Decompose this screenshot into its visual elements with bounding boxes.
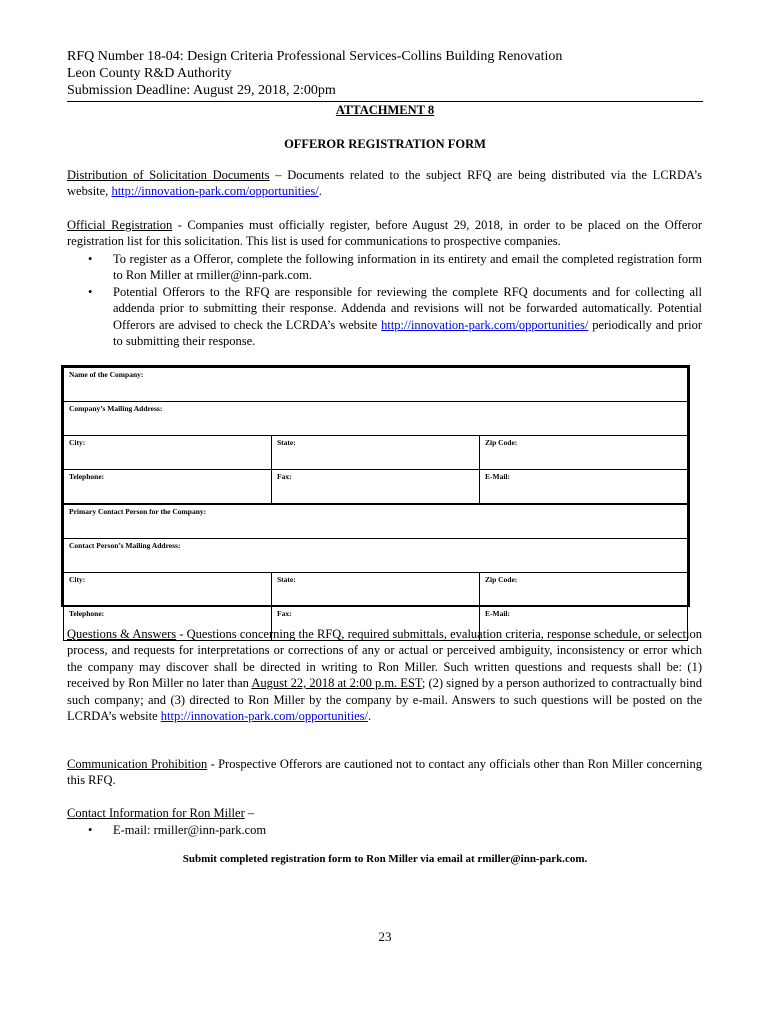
attachment-title: ATTACHMENT 8 [335, 103, 435, 117]
contact-city-field[interactable]: City: [64, 573, 272, 607]
contact-state-field[interactable]: State: [272, 573, 480, 607]
contact-fax-field[interactable]: Fax: [272, 607, 480, 641]
contact-email-item: E-mail: rmiller@inn-park.com [113, 823, 267, 837]
contact-telephone-field[interactable]: Telephone: [64, 607, 272, 641]
registration-text: - Companies must officially register, before August 29, 2018, in order to be placed on the Offeror registration list for this solicitation. This list is used for communications to prospective companies. [67, 218, 702, 249]
questions-heading: Questions & Answers [67, 627, 177, 641]
header-org-line: Leon County R&D Authority [67, 66, 232, 81]
company-fax-field[interactable]: Fax: [272, 470, 480, 505]
questions-text-1: - Questions concerning the RFQ, required submittals, evaluation criteria, response schedule, or selection process, and requests for interpretations or corrections of any or actual or perceived ambiguity, inconsistency or error which the company may discover shall be directed in writing to Ron Miller. Such written questions and requests shall be: (1) received by Ron Miller no later than [67, 627, 703, 691]
registration-bullet-2: Potential Offerors to the RFQ are responsible for reviewing the complete RFQ documents and for collecting all addenda prior to submitting their response. Addenda and revisions will not be forwarded automatically. Potential Offerors are advised to check the LCRDA’s website [113, 284, 702, 332]
contact-heading: Contact Information for Ron Miller [67, 806, 245, 820]
contact-email-field[interactable]: E-Mail: [480, 607, 688, 641]
distribution-text: – Documents related to the subject RFQ are being distributed via the LCRDA’s website, [67, 168, 702, 199]
list-item [67, 284, 702, 350]
contact-person-field[interactable]: Primary Contact Person for the Company: [64, 504, 688, 539]
distribution-heading: Distribution of Solicitation Documents [67, 168, 270, 182]
form-title: OFFEROR REGISTRATION FORM [284, 137, 486, 151]
registration-heading: Official Registration [67, 218, 173, 232]
company-name-field[interactable]: Name of the Company: [64, 368, 688, 402]
contact-bullets [67, 822, 702, 838]
company-city-field[interactable]: City: [64, 436, 272, 470]
company-zip-field[interactable]: Zip Code: [480, 436, 688, 470]
document-header [67, 48, 562, 99]
registration-form-table [61, 365, 690, 618]
header-deadline-line: Submission Deadline: August 29, 2018, 2:00pm [67, 83, 336, 98]
company-state-field[interactable]: State: [272, 436, 480, 470]
registration-bullet-link[interactable]: http://innovation-park.com/opportunities/ [381, 317, 589, 332]
contact-address-field[interactable]: Contact Person’s Mailing Address: [64, 539, 688, 573]
questions-paragraph [67, 626, 702, 724]
submit-note: Submit completed registration form to Ron Miller via email at rmiller@inn-park.com. [182, 853, 588, 865]
questions-tail: . [368, 709, 372, 724]
header-divider [67, 101, 703, 102]
registration-paragraph [67, 217, 702, 250]
distribution-paragraph [67, 167, 702, 200]
company-address-field[interactable]: Company’s Mailing Address: [64, 402, 688, 436]
company-email-field[interactable]: E-Mail: [480, 470, 688, 505]
registration-bullet-1: To register as a Offeror, complete the following information in its entirety and email the completed registration form to Ron Miller at rmiller@inn-park.com. [113, 252, 702, 283]
questions-link[interactable]: http://innovation-park.com/opportunities/ [160, 709, 369, 724]
registration-bullets [67, 251, 702, 349]
contact-paragraph [67, 805, 702, 821]
registration-bullet-tail: periodically and prior to submitting their response. [113, 317, 702, 349]
company-telephone-field[interactable]: Telephone: [64, 470, 272, 505]
prohibition-paragraph [67, 756, 702, 789]
bullet-icon: • [88, 823, 93, 837]
prohibition-heading: Communication Prohibition [67, 757, 208, 771]
header-rfq-line: RFQ Number 18-04: Design Criteria Professional Services-Collins Building Renovation [67, 49, 563, 64]
contact-dash: – [244, 806, 255, 820]
bullet-icon: • [88, 252, 93, 266]
questions-text-2: ; (2) signed by a person authorized to contractually bind such company; and (3) directed to Ron Miller by the company by e-mail. Answers to such questions will be posted on the LCRDA’s website [67, 676, 702, 724]
prohibition-text: - Prospective Offerors are cautioned not to contact any officials other than Ron Miller concerning this RFQ. [67, 757, 702, 788]
questions-deadline: August 22, 2018 at 2:00 p.m. EST [251, 676, 422, 691]
bullet-icon: • [88, 284, 93, 299]
distribution-link[interactable]: http://innovation-park.com/opportunities/ [111, 184, 319, 199]
page-number: 23 [378, 929, 392, 944]
list-item [67, 251, 702, 284]
contact-zip-field[interactable]: Zip Code: [480, 573, 688, 607]
list-item [67, 822, 702, 838]
distribution-tail: . [318, 184, 322, 199]
